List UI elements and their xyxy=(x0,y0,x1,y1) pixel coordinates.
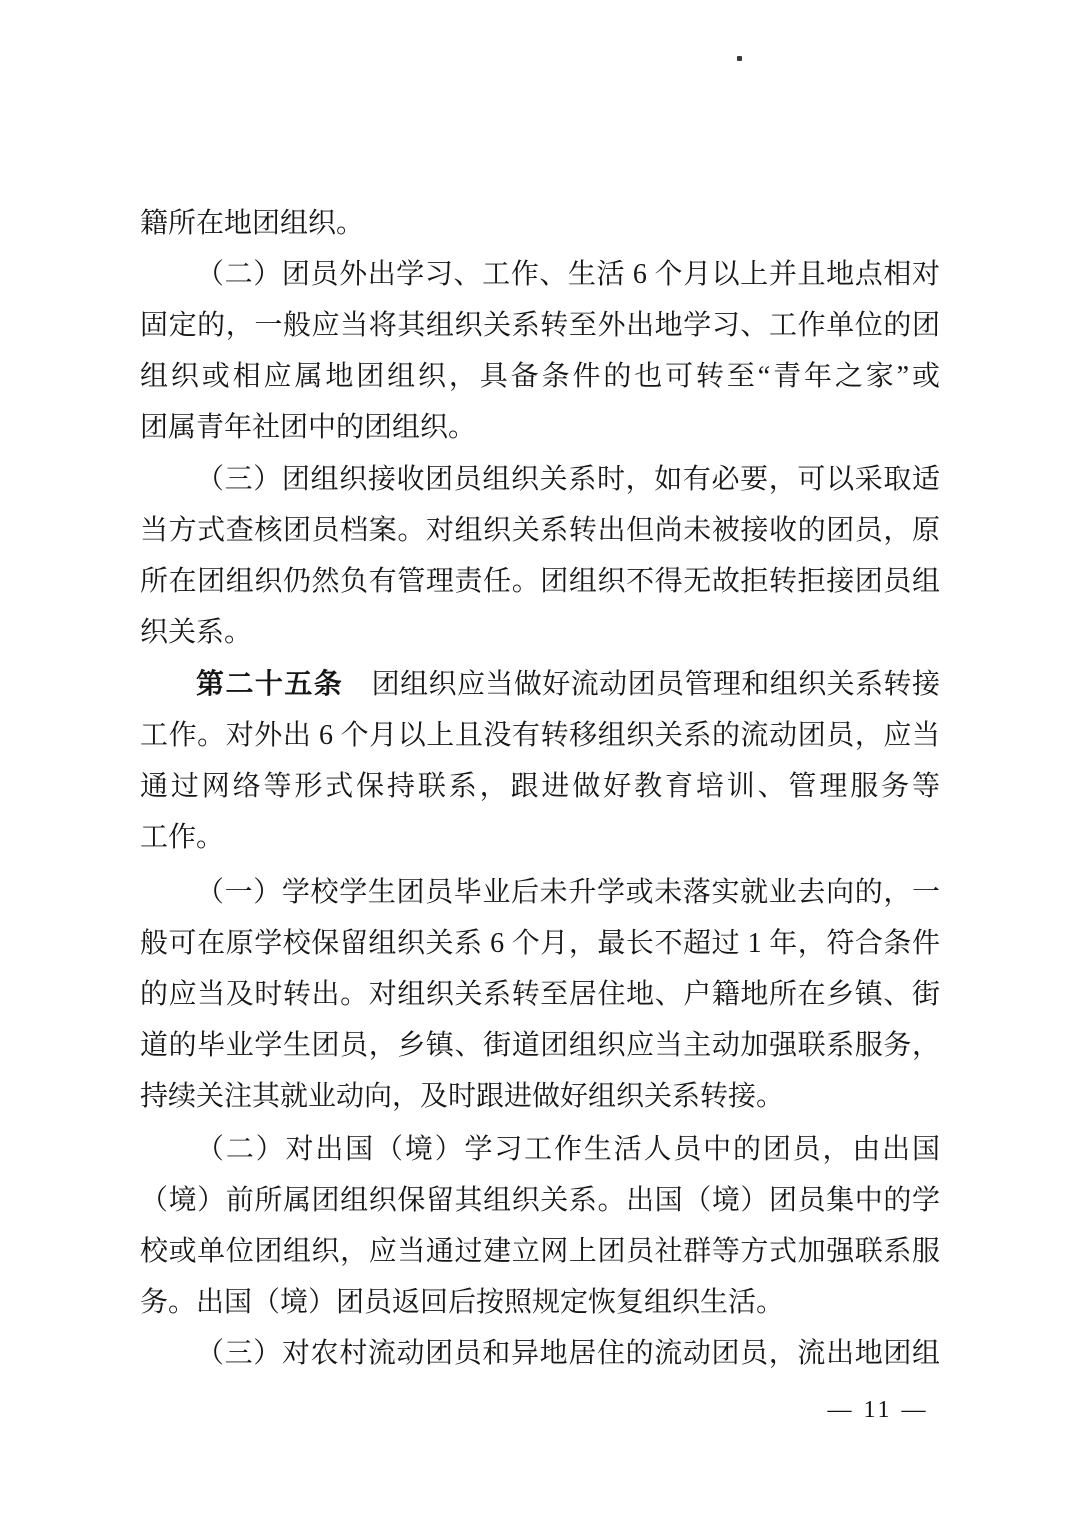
article-number-bold: 第二十五条 xyxy=(196,669,344,700)
text-line: 的应当及时转出。对组织关系转至居住地、户籍地所在乡镇、街 xyxy=(140,979,940,1010)
text-line: （二）对出国（境）学习工作生活人员中的团员，由出国 xyxy=(196,1134,940,1165)
text-line: 务。出国（境）团员返回后按照规定恢复组织生活。 xyxy=(140,1287,785,1318)
para-item-3-rural-start xyxy=(140,1328,940,1379)
text-line: 当方式查核团员档案。对组织关系转出但尚未被接收的团员，原 xyxy=(140,515,940,546)
text-line: （境）前所属团组织保留其组织关系。出国（境）团员集中的学 xyxy=(140,1185,940,1216)
text-line: 持续关注其就业动向，及时跟进做好组织关系转接。 xyxy=(140,1081,785,1112)
text-line: 校或单位团组织，应当通过建立网上团员社群等方式加强联系服 xyxy=(140,1236,940,1267)
para-item-1-graduates xyxy=(140,867,940,1122)
text-line: 工作。 xyxy=(140,822,225,853)
text-line: 第二十五条 团组织应当做好流动团员管理和组织关系转接 xyxy=(196,669,940,700)
text-line: 工作。对外出 6 个月以上且没有转移组织关系的流动团员，应当 xyxy=(140,720,940,751)
text-line: （三）团组织接收团员组织关系时，如有必要，可以采取适 xyxy=(196,464,940,495)
para-article-25 xyxy=(140,659,940,863)
page-number: — 11 — xyxy=(827,1397,929,1423)
text-line: 团属青年社团中的团组织。 xyxy=(140,412,477,443)
text-line: 固定的，一般应当将其组织关系转至外出地学习、工作单位的团 xyxy=(140,310,940,341)
text-line: 籍所在地团组织。 xyxy=(140,208,365,239)
scan-artifact-dot xyxy=(737,56,742,61)
text-line: 道的毕业学生团员，乡镇、街道团组织应当主动加强联系服务， xyxy=(140,1030,940,1061)
para-item-2-abroad xyxy=(140,1124,940,1328)
document-body xyxy=(140,198,940,1379)
text-line: （二）团员外出学习、工作、生活 6 个月以上并且地点相对 xyxy=(196,259,940,290)
text-line: 般可在原学校保留组织关系 6 个月，最长不超过 1 年，符合条件 xyxy=(140,928,940,959)
para-clause-2-members-away xyxy=(140,249,940,453)
text-line: （一）学校学生团员毕业后未升学或未落实就业去向的，一 xyxy=(196,877,940,908)
text-line: （三）对农村流动团员和异地居住的流动团员，流出地团组 xyxy=(196,1338,940,1369)
text-line: 组织或相应属地团组织，具备条件的也可转至“青年之家”或 xyxy=(140,361,940,392)
text-line: 所在团组织仍然负有管理责任。团组织不得无故拒转拒接团员组 xyxy=(140,566,940,597)
para-continuation-tail xyxy=(140,198,940,249)
text-line: 通过网络等形式保持联系，跟进做好教育培训、管理服务等 xyxy=(140,771,940,802)
text-line: 织关系。 xyxy=(140,617,253,648)
para-clause-3-accepting-relations xyxy=(140,454,940,658)
